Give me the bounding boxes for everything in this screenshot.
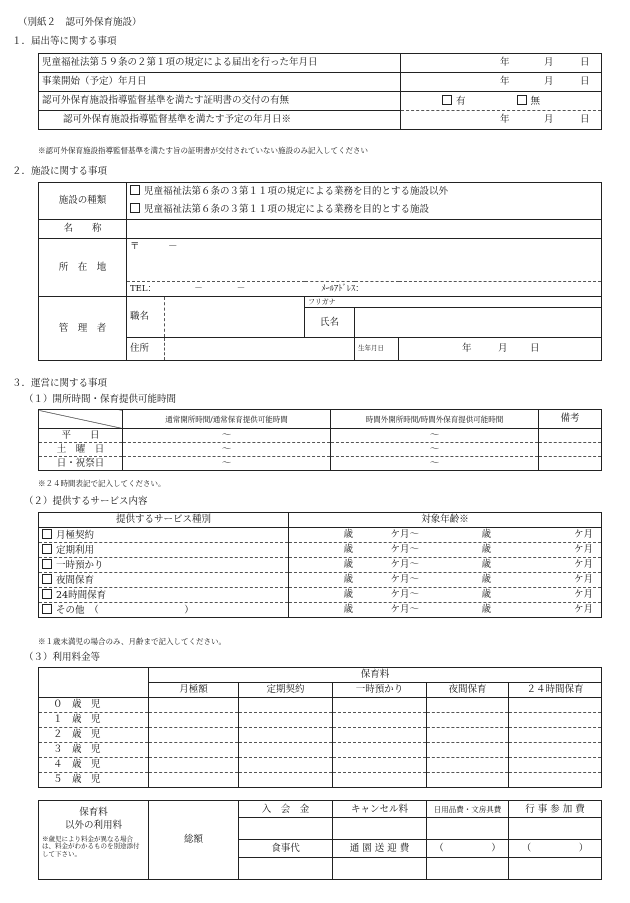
fee-field[interactable] — [333, 713, 427, 728]
table-row — [39, 801, 602, 818]
fee-item-label[interactable]: （ ） — [427, 840, 509, 857]
table-row — [39, 603, 602, 618]
facility-type-label: 施設の種類 — [39, 183, 127, 220]
age-range-field[interactable]: 歳 ケ月～ 歳 ケ月 — [289, 528, 602, 543]
fee-value-field[interactable] — [427, 818, 509, 840]
age-range-field[interactable]: 歳 ケ月～ 歳 ケ月 — [289, 588, 602, 603]
manager-label: 管 理 者 — [39, 297, 127, 361]
time-field[interactable]: ～ — [331, 443, 539, 457]
fee-field[interactable] — [149, 773, 239, 788]
row-label: 平 日 — [39, 429, 123, 443]
service-type[interactable]: 一時預かり — [39, 558, 289, 573]
fee-field[interactable] — [149, 728, 239, 743]
fee-value-field[interactable] — [427, 857, 509, 879]
fee-field[interactable] — [427, 773, 509, 788]
row-label: 認可外保育施設指導監督基準を満たす証明書の交付の有無 — [39, 92, 401, 111]
time-field[interactable]: ～ — [331, 457, 539, 471]
row-label: 日・祝祭日 — [39, 457, 123, 471]
birth-date-field[interactable]: 年 月 日 — [399, 338, 602, 361]
column-header: 提供するサービス種別 — [39, 513, 289, 528]
age-range-field[interactable]: 歳 ケ月～ 歳 ケ月 — [289, 543, 602, 558]
time-field[interactable]: ～ — [123, 457, 331, 471]
fees-table — [38, 667, 602, 788]
fee-field[interactable] — [149, 758, 239, 773]
time-field[interactable]: ～ — [123, 429, 331, 443]
subsection-1-title: （１）開所時間・保育提供可能時間 — [24, 394, 177, 405]
row-label: 認可外保育施設指導監督基準を満たす予定の年月日※ — [39, 111, 401, 130]
table-row — [39, 543, 602, 558]
fee-field[interactable] — [509, 728, 602, 743]
table-row — [39, 573, 602, 588]
section-1-note: ※認可外保育施設指導監督基準を満たす旨の証明書が交付されていない施設のみ記入してください — [38, 146, 368, 155]
manager-address-field[interactable]: 住所 — [127, 338, 355, 361]
checkbox-icon[interactable] — [42, 559, 52, 569]
fee-field[interactable] — [239, 743, 333, 758]
fee-field[interactable] — [239, 758, 333, 773]
fee-field[interactable] — [509, 758, 602, 773]
table-row — [39, 111, 602, 130]
option-yes[interactable]: 有 — [442, 96, 466, 107]
diagonal-cell — [39, 410, 123, 429]
fee-field[interactable] — [427, 698, 509, 713]
column-header: 対象年齢※ — [289, 513, 602, 528]
table-row — [39, 668, 602, 683]
table-row — [39, 528, 602, 543]
fee-field[interactable] — [239, 698, 333, 713]
remarks-field[interactable] — [539, 443, 602, 457]
checkbox-icon[interactable] — [42, 544, 52, 554]
fee-item-label: 通 園 送 迎 費 — [333, 840, 427, 857]
subsection-3-title: （３）利用料金等 — [24, 652, 101, 663]
age-label: ３ 歳 児 — [39, 743, 149, 758]
fee-field[interactable] — [509, 713, 602, 728]
facility-type-option[interactable]: 児童福祉法第６条の３第１１項の規定による業務を目的とする施設 — [130, 201, 598, 219]
checkbox-icon[interactable] — [42, 604, 52, 614]
option-no[interactable]: 無 — [517, 96, 541, 107]
fee-field[interactable] — [427, 713, 509, 728]
fee-value-field[interactable] — [239, 818, 333, 840]
fee-item-label: キャンセル料 — [333, 801, 427, 818]
row-label: 児童福祉法第５９条の２第１項の規定による届出を行った年月日 — [39, 54, 401, 73]
section-1-title: １．届出等に関する事項 — [12, 36, 117, 47]
birth-label: 生年月日 — [355, 338, 399, 361]
time-field[interactable]: ～ — [331, 429, 539, 443]
age-range-field[interactable]: 歳 ケ月～ 歳 ケ月 — [289, 573, 602, 588]
fee-value-field[interactable] — [239, 857, 333, 879]
notification-table — [38, 53, 602, 130]
fee-item-label: 日用品費・文房具費 — [427, 801, 509, 818]
table-row — [39, 758, 602, 773]
certificate-options — [401, 92, 602, 111]
subsection-2-note: ※１歳未満児の場合のみ、月齢まで記入してください。 — [38, 637, 226, 646]
facility-type-option[interactable]: 児童福祉法第６条の３第１１項の規定による業務を目的とする施設以外 — [130, 183, 598, 201]
other-fees-table — [38, 800, 602, 880]
other-fees-label: 保育料 以外の利用料 ※歳児により料金が異なる場合は、料金がわかるものを別途添付して下さい。 — [39, 801, 149, 880]
fee-field[interactable] — [509, 773, 602, 788]
age-label: ４ 歳 児 — [39, 758, 149, 773]
table-row — [39, 457, 602, 471]
facility-table — [38, 182, 602, 361]
table-row — [39, 54, 602, 73]
column-header: ２４時間保育 — [509, 683, 602, 698]
fee-field[interactable] — [427, 728, 509, 743]
column-header: 月極額 — [149, 683, 239, 698]
fee-field[interactable] — [333, 773, 427, 788]
table-row — [39, 183, 602, 220]
table-row — [39, 410, 602, 429]
table-row — [39, 443, 602, 457]
name-label: 名 称 — [39, 220, 127, 239]
age-range-field[interactable]: 歳 ケ月～ 歳 ケ月 — [289, 558, 602, 573]
column-header: 時間外開所時間/時間外保育提供可能時間 — [331, 410, 539, 429]
row-label: 事業開始（予定）年月日 — [39, 73, 401, 92]
hours-table — [38, 409, 602, 471]
fee-field[interactable] — [149, 713, 239, 728]
table-row — [39, 429, 602, 443]
column-header: 定期契約 — [239, 683, 333, 698]
fee-value-field[interactable] — [509, 857, 602, 879]
name-field[interactable] — [127, 220, 602, 239]
fee-field[interactable] — [427, 758, 509, 773]
fee-field[interactable] — [427, 743, 509, 758]
column-header: 一時預かり — [333, 683, 427, 698]
fee-field[interactable] — [239, 773, 333, 788]
table-row — [39, 713, 602, 728]
fee-value-field[interactable] — [509, 818, 602, 840]
facility-type-options — [127, 183, 602, 220]
table-row — [39, 92, 602, 111]
table-row — [39, 73, 602, 92]
service-type[interactable]: その他 （ ） — [39, 603, 289, 618]
section-2-title: ２．施設に関する事項 — [12, 166, 108, 177]
address-label: 所 在 地 — [39, 239, 127, 297]
table-row — [39, 743, 602, 758]
fee-value-field[interactable] — [333, 818, 427, 840]
job-title-field[interactable]: 職名 — [127, 297, 305, 338]
fee-field[interactable] — [333, 698, 427, 713]
column-header: 備考 — [539, 410, 602, 429]
checkbox-icon[interactable] — [517, 95, 527, 105]
row-label: 土 曜 日 — [39, 443, 123, 457]
column-header: 夜間保育 — [427, 683, 509, 698]
blank-corner — [39, 668, 149, 698]
age-label: １ 歳 児 — [39, 713, 149, 728]
fee-field[interactable] — [509, 743, 602, 758]
fee-field[interactable] — [333, 758, 427, 773]
date-cell[interactable]: 年 月 日 — [401, 73, 602, 92]
age-range-field[interactable]: 歳 ケ月～ 歳 ケ月 — [289, 603, 602, 618]
time-field[interactable]: ～ — [123, 443, 331, 457]
section-3-title: ３．運営に関する事項 — [12, 378, 108, 389]
postal-field[interactable]: 〒 － — [127, 239, 602, 282]
person-name-label: 氏名 — [305, 308, 355, 338]
checkbox-icon[interactable] — [130, 203, 140, 213]
service-type[interactable]: 夜間保育 — [39, 573, 289, 588]
age-label: ２ 歳 児 — [39, 728, 149, 743]
checkbox-icon[interactable] — [42, 529, 52, 539]
checkbox-icon[interactable] — [42, 589, 52, 599]
date-cell[interactable]: 年 月 日 — [401, 54, 602, 73]
service-type[interactable]: 24時間保育 — [39, 588, 289, 603]
table-row — [39, 297, 602, 308]
fee-value-field[interactable] — [333, 857, 427, 879]
checkbox-icon[interactable] — [442, 95, 452, 105]
fee-item-label: 入 会 金 — [239, 801, 333, 818]
fee-field[interactable] — [149, 698, 239, 713]
services-table — [38, 512, 602, 618]
fee-field[interactable] — [333, 728, 427, 743]
service-type[interactable]: 定期利用 — [39, 543, 289, 558]
fee-field[interactable] — [509, 698, 602, 713]
age-label: ０ 歳 児 — [39, 698, 149, 713]
checkbox-icon[interactable] — [130, 185, 140, 195]
column-header: 通常開所時間/通常保育提供可能時間 — [123, 410, 331, 429]
table-row — [39, 558, 602, 573]
form-header: （別紙２ 認可外保育施設） — [18, 17, 142, 28]
fee-item-label: 行 事 参 加 費 — [509, 801, 602, 818]
subsection-1-note: ※２４時間表記で記入してください。 — [38, 479, 166, 488]
fee-field[interactable] — [239, 713, 333, 728]
fee-field[interactable] — [149, 743, 239, 758]
table-row — [39, 728, 602, 743]
table-row — [39, 239, 602, 282]
date-cell[interactable]: 年 月 日 — [401, 111, 602, 130]
fee-header: 保育料 — [149, 668, 602, 683]
age-label: ５ 歳 児 — [39, 773, 149, 788]
fee-item-label[interactable]: （ ） — [509, 840, 602, 857]
fee-item-label: 食事代 — [239, 840, 333, 857]
contact-field[interactable]: TEL： － － ﾒｰﾙｱﾄﾞﾚｽ： — [127, 282, 602, 297]
remarks-field[interactable] — [539, 457, 602, 471]
remarks-field[interactable] — [539, 429, 602, 443]
fee-field[interactable] — [333, 743, 427, 758]
table-row — [39, 588, 602, 603]
table-row — [39, 513, 602, 528]
total-label: 総額 — [149, 801, 239, 880]
checkbox-icon[interactable] — [42, 574, 52, 584]
table-row — [39, 220, 602, 239]
service-type[interactable]: 月極契約 — [39, 528, 289, 543]
furigana-row[interactable]: フリガナ — [305, 297, 602, 308]
person-name-field[interactable] — [355, 308, 602, 338]
fee-field[interactable] — [239, 728, 333, 743]
table-row — [39, 698, 602, 713]
table-row — [39, 773, 602, 788]
subsection-2-title: （２）提供するサービス内容 — [24, 496, 148, 507]
